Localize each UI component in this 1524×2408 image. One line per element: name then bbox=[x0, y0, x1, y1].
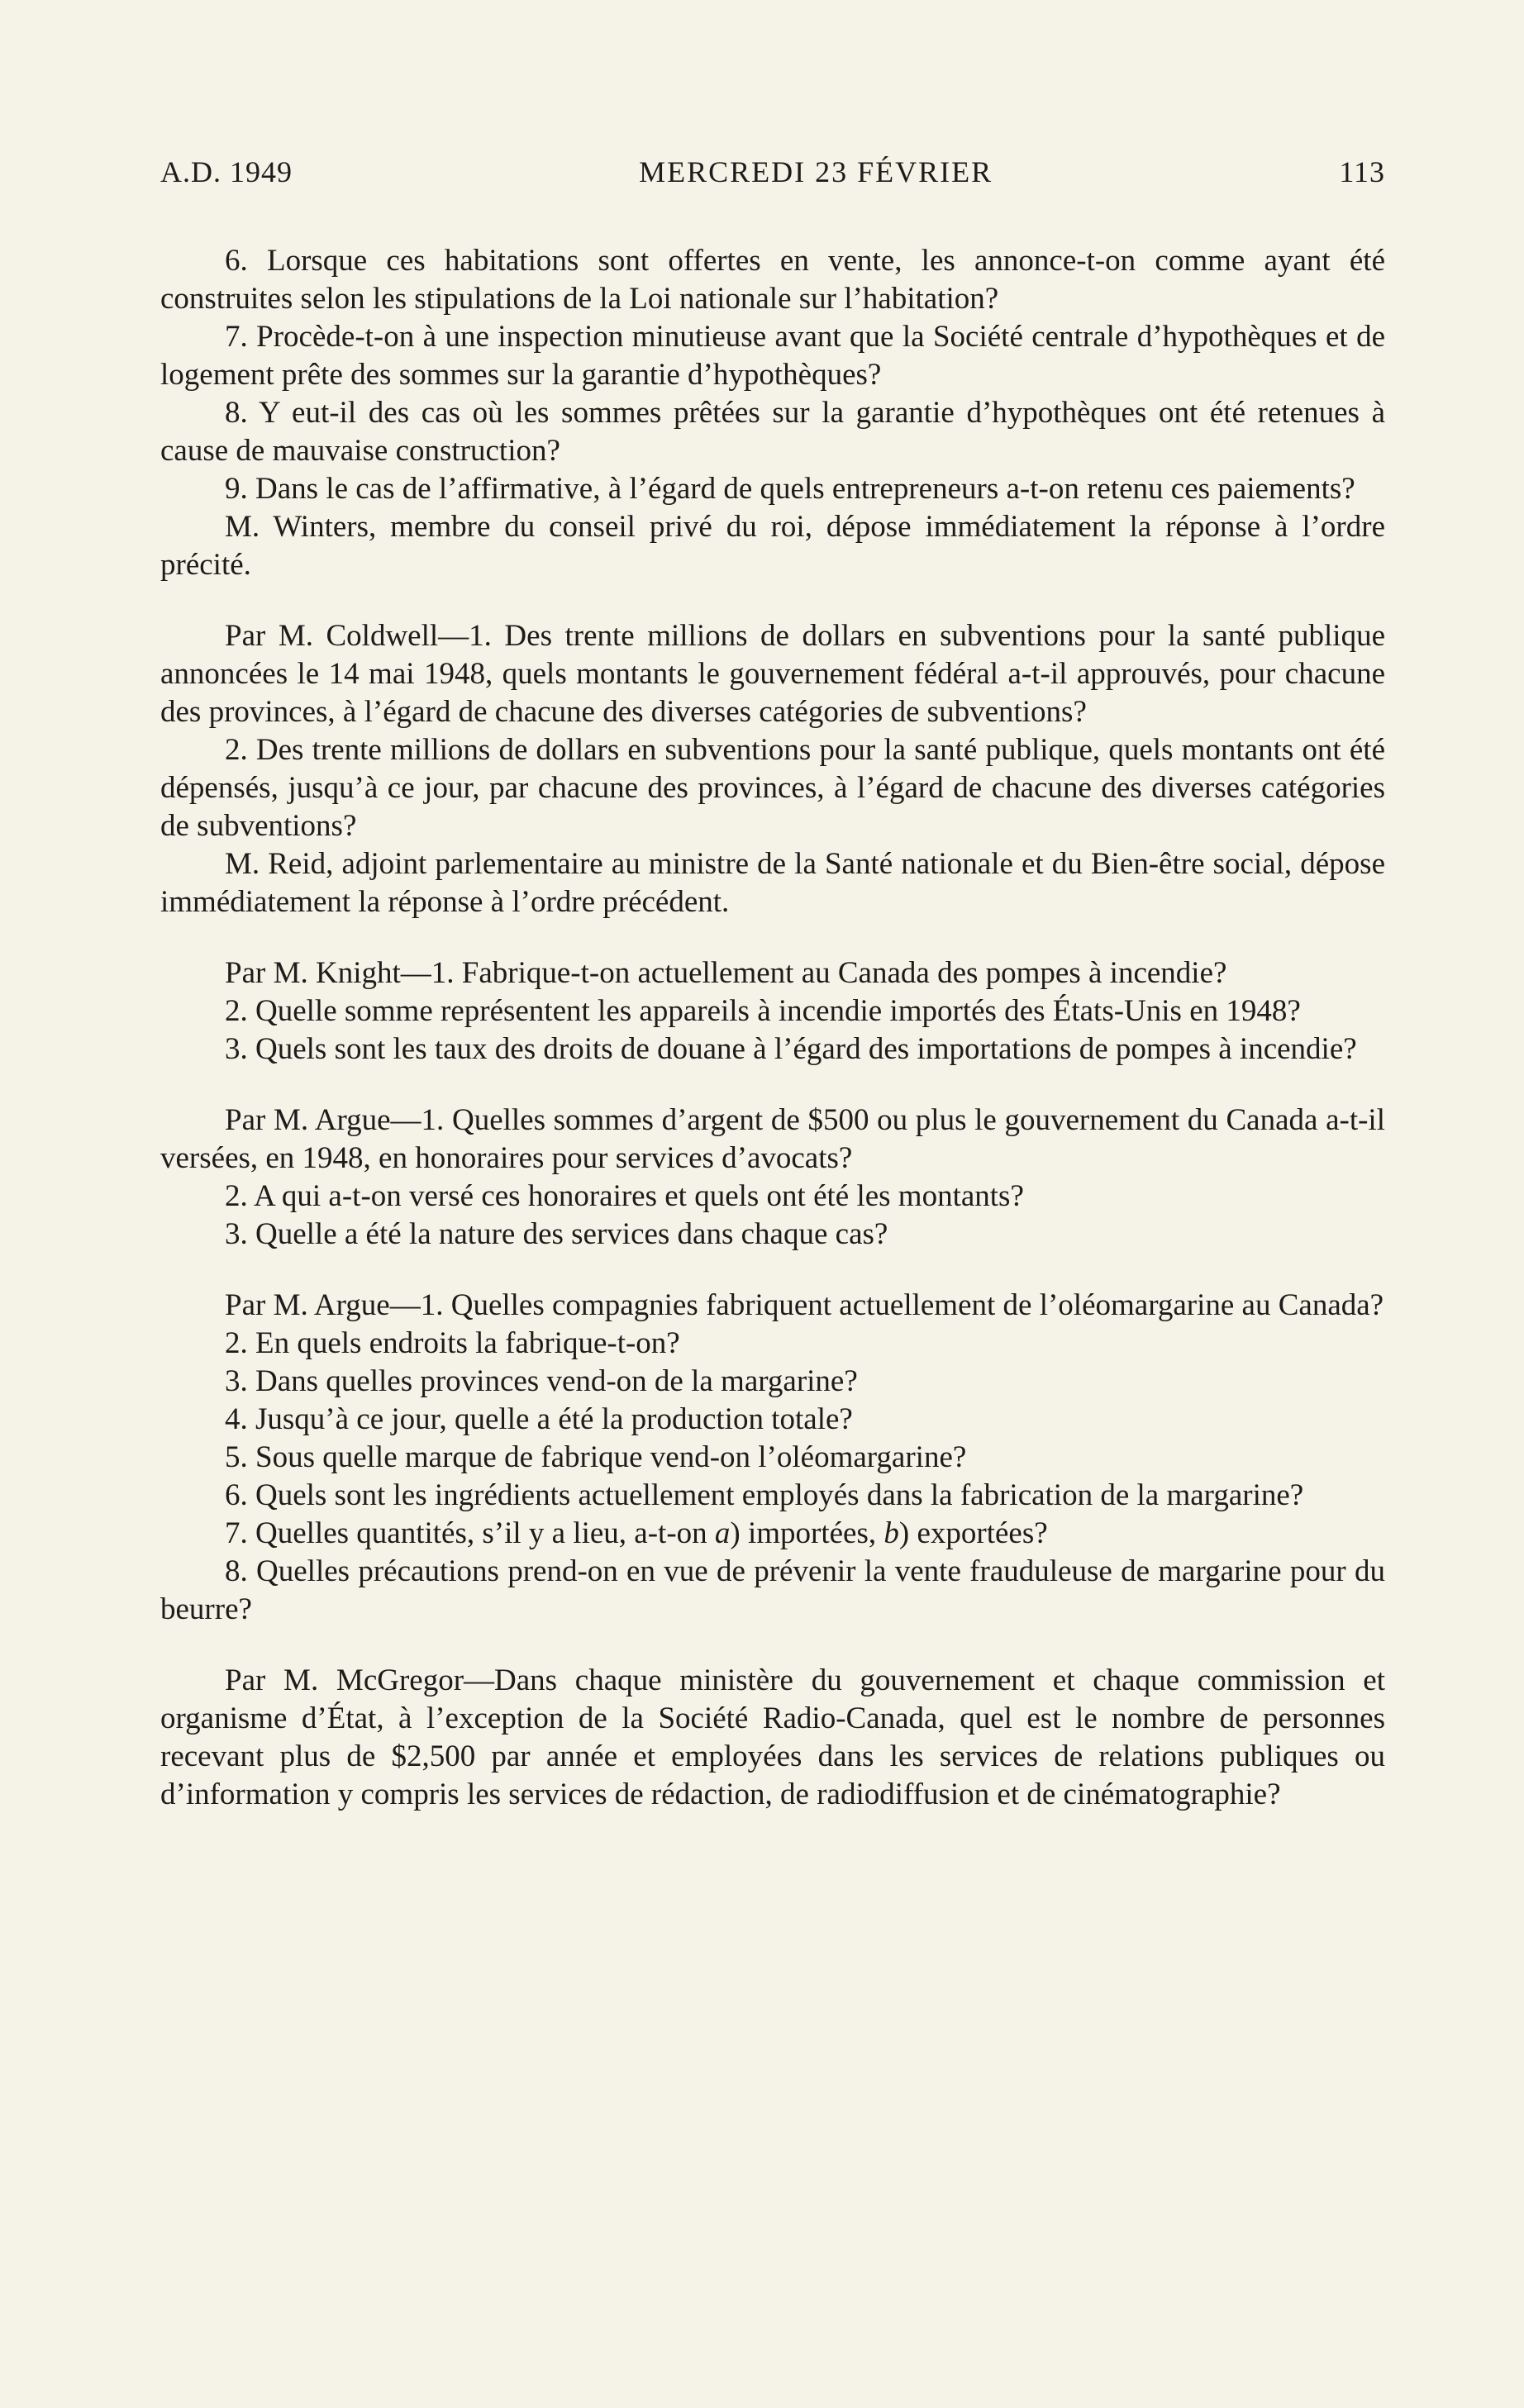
mcgregor-questions bbox=[160, 1662, 1385, 1814]
answer-reid: M. Reid, adjoint parlementaire au ministre de la Santé nationale et du Bien-être social, dépose immédiatement la réponse à l’ordre précédent. bbox=[160, 847, 1385, 919]
coldwell-question-1: Par M. Coldwell—1. Des trente millions de dollars en subventions pour la santé publique annoncées le 14 mai 1948, quels montants le gouvernement fédéral a-t-il approuvés, pour chacune des provinces, à l’égard de chacune des diverses catégories de subventions? bbox=[160, 619, 1385, 729]
knight-question-1: Par M. Knight—1. Fabrique-t-on actuellement au Canada des pompes à incendie? bbox=[225, 956, 1227, 990]
margarine-question-1: Par M. Argue—1. Quelles compagnies fabriquent actuellement de l’oléomargarine au Canada? bbox=[225, 1288, 1384, 1322]
knight-question-3: 3. Quels sont les taux des droits de douane à l’égard des importations de pompes à incendie? bbox=[225, 1032, 1357, 1066]
argue-margarine-questions bbox=[160, 1287, 1385, 1629]
q7-b: b bbox=[883, 1516, 899, 1550]
margarine-question-8: 8. Quelles précautions prend-on en vue de prévenir la vente frauduleuse de margarine pour du beurre? bbox=[160, 1554, 1385, 1626]
argue-fees-question-1: Par M. Argue—1. Quelles sommes d’argent de $500 ou plus le gouvernement du Canada a-t-il versées, en 1948, en honoraires pour services d’avocats? bbox=[160, 1103, 1385, 1175]
running-header bbox=[160, 153, 1385, 191]
margarine-question-6: 6. Quels sont les ingrédients actuellement employés dans la fabrication de la margarine? bbox=[225, 1478, 1304, 1512]
margarine-question-4: 4. Jusqu’à ce jour, quelle a été la production totale? bbox=[225, 1402, 853, 1436]
coldwell-question-2: 2. Des trente millions de dollars en subventions pour la santé publique, quels montants ont été dépensés, jusqu’à ce jour, par chacune des provinces, à l’égard de chacune des diverses catégories de subventions? bbox=[160, 733, 1385, 843]
page-number: 113 bbox=[1339, 155, 1385, 188]
argue-fees-question-3: 3. Quelle a été la nature des services dans chaque cas? bbox=[225, 1217, 888, 1251]
margarine-question-2: 2. En quels endroits la fabrique-t-on? bbox=[225, 1326, 680, 1360]
q7-end: ) exportées? bbox=[898, 1516, 1048, 1550]
argue-fees-question-2: 2. A qui a-t-on versé ces honoraires et quels ont été les montants? bbox=[225, 1179, 1024, 1213]
argue-legal-fees-questions bbox=[160, 1102, 1385, 1254]
margarine-question-3: 3. Dans quelles provinces vend-on de la margarine? bbox=[225, 1364, 858, 1398]
header-year: A.D. 1949 bbox=[160, 155, 293, 188]
question-9: 9. Dans le cas de l’affirmative, à l’égard de quels entrepreneurs a-t-on retenu ces paiements? bbox=[225, 472, 1355, 506]
q7-mid: ) importées, bbox=[730, 1516, 884, 1550]
housing-questions bbox=[160, 242, 1385, 584]
q7-a: a bbox=[714, 1516, 731, 1550]
question-7: 7. Procède-t-on à une inspection minutieuse avant que la Société centrale d’hypothèques et de logement prête des sommes sur la garantie d’hypothèques? bbox=[160, 320, 1385, 392]
answer-winters: M. Winters, membre du conseil privé du roi, dépose immédiatement la réponse à l’ordre précité. bbox=[160, 510, 1385, 582]
knight-question-2: 2. Quelle somme représentent les appareils à incendie importés des États-Unis en 1948? bbox=[225, 994, 1301, 1028]
margarine-question-5: 5. Sous quelle marque de fabrique vend-on l’oléomargarine? bbox=[225, 1440, 967, 1474]
header-date: MERCREDI 23 FÉVRIER bbox=[639, 155, 993, 188]
question-6: 6. Lorsque ces habitations sont offertes en vente, les annonce-t-on comme ayant été construites selon les stipulations de la Loi nationale sur l’habitation? bbox=[160, 244, 1385, 316]
knight-questions bbox=[160, 954, 1385, 1068]
margarine-question-7 bbox=[160, 1515, 1385, 1553]
coldwell-questions bbox=[160, 617, 1385, 921]
mcgregor-question: Par M. McGregor—Dans chaque ministère du gouvernement et chaque commission et organisme d’État, à l’exception de la Société Radio-Canada, quel est le nombre de personnes recevant plus de $2,500 par année et employées dans les services de relations publiques ou d’information y compris les services de rédaction, de radiodiffusion et de cinématographie? bbox=[160, 1663, 1385, 1811]
question-8: 8. Y eut-il des cas où les sommes prêtées sur la garantie d’hypothèques ont été retenues à cause de mauvaise construction? bbox=[160, 396, 1385, 468]
q7-start: 7. Quelles quantités, s’il y a lieu, a-t-on bbox=[225, 1516, 715, 1550]
